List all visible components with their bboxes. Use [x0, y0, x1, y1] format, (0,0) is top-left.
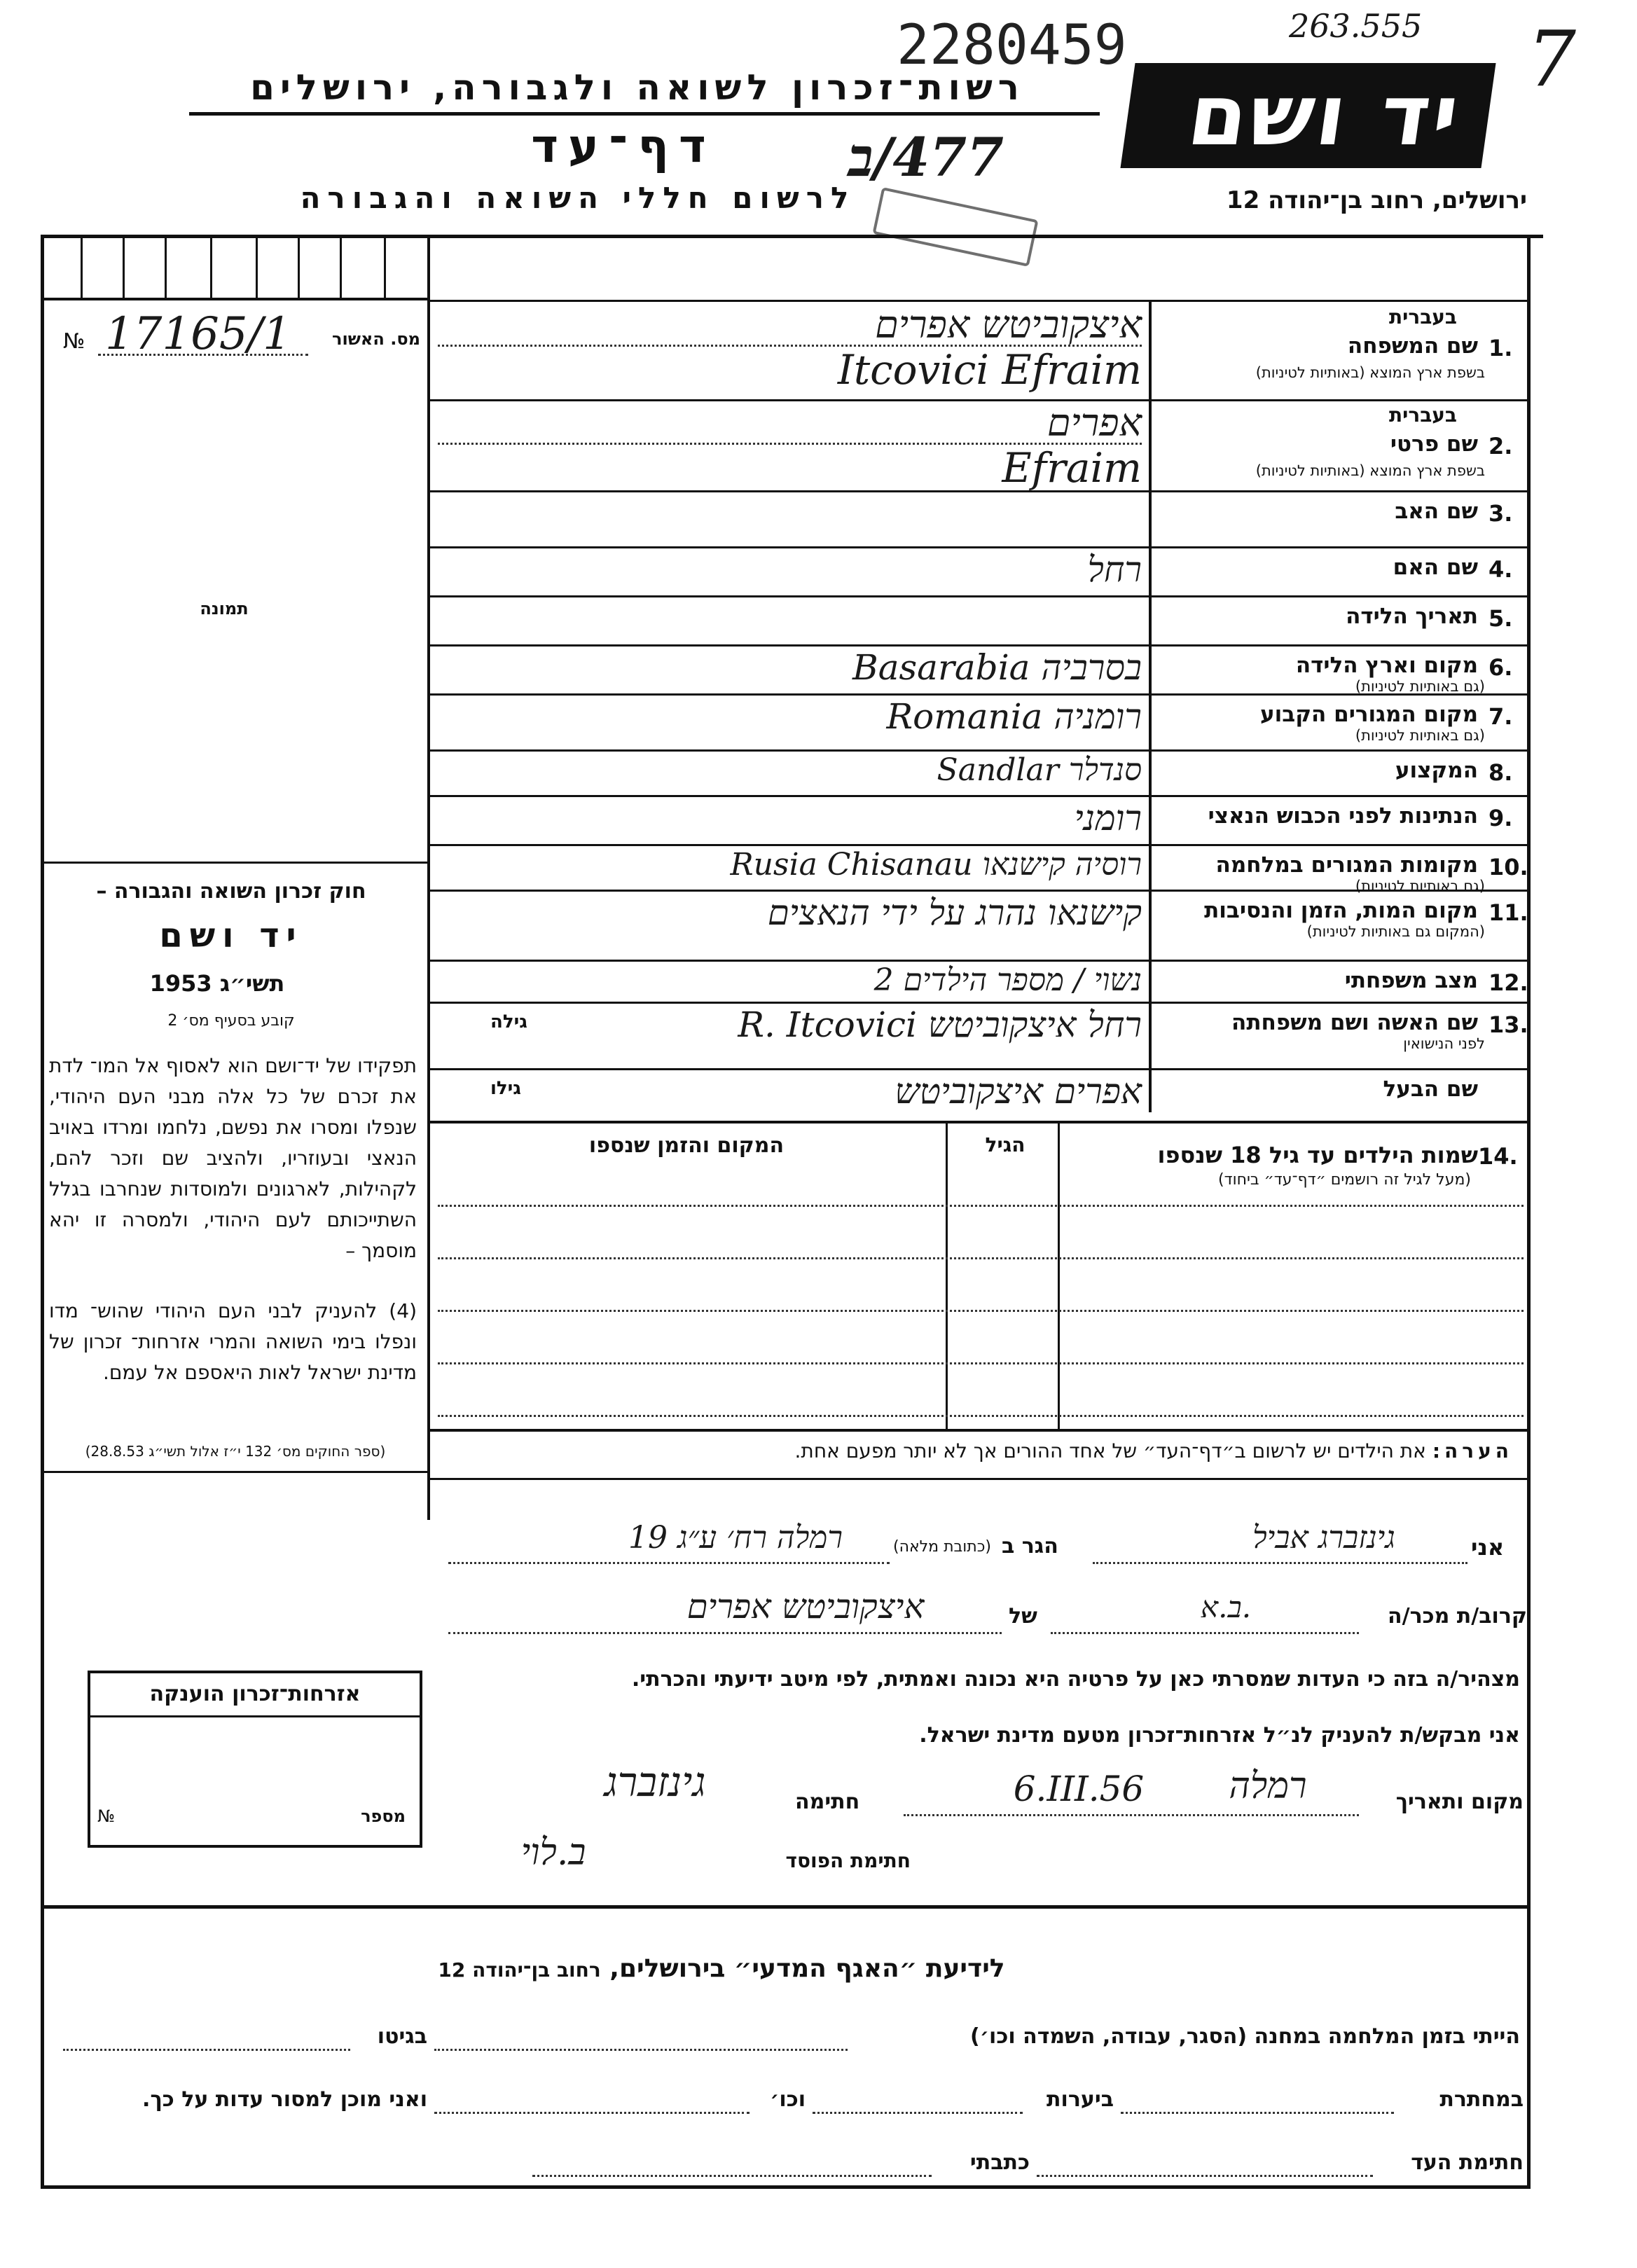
cell-divider: [384, 235, 386, 299]
note-label: הערה:: [1432, 1439, 1513, 1463]
field-value: אפרים איצקוביטש: [895, 1071, 1142, 1112]
bottom-line2-dots: [1121, 2112, 1394, 2114]
approval-number: 17165/1: [105, 308, 291, 360]
field-sub: בשפת ארץ המוצא (באותיות לטיניות): [1255, 462, 1485, 479]
frame-left: [41, 235, 44, 2189]
children-row: [438, 1257, 1524, 1259]
children-num: 14.: [1478, 1143, 1518, 1170]
decl-i-line: [1093, 1562, 1467, 1564]
decl-signature-value: גינזברג: [604, 1758, 706, 1806]
field-value-latin: Itcovici Efraim: [837, 346, 1142, 394]
cell-divider: [165, 235, 167, 299]
field-row-line: [430, 1002, 1530, 1004]
bottom-line2-dots3: [434, 2112, 750, 2114]
label-column-divider: [1149, 300, 1152, 1112]
field-value: רחל: [1087, 549, 1142, 590]
field-sub: (גם באותיות לטיניות): [1355, 878, 1485, 894]
decl-i-label: אני: [1471, 1534, 1505, 1561]
children-row: [438, 1310, 1524, 1312]
field-label: מצב משפחתי: [1344, 968, 1478, 993]
field-label: מקומות המגורים במלחמה: [1215, 852, 1478, 878]
field-sub: לפני הנישואין: [1403, 1035, 1485, 1052]
field-dots: [438, 345, 1142, 347]
field-row-line: [430, 546, 1530, 548]
field-label: שם פרטי: [1390, 431, 1478, 457]
field-number: 9.: [1489, 805, 1513, 831]
note-text: את הילדים יש לרשום ב״דף־העד״ של אחד ההורים אך לא יותר מפעם אחת.: [794, 1439, 1426, 1463]
bottom-line2-a: במחתרת: [1439, 2087, 1524, 2112]
frame-right: [1527, 235, 1531, 2189]
cell-divider: [340, 235, 342, 299]
citizenship-rule: [90, 1715, 420, 1717]
institution-line: רשות־זכרון לשואה ולגבורה, ירושלים: [250, 67, 1025, 108]
decl-resides-line: [448, 1562, 890, 1564]
field-age-label: גילה: [490, 1011, 527, 1032]
field-number: 1.: [1489, 335, 1513, 361]
children-row: [438, 1205, 1524, 1207]
decl-i-value: גינזברג אביל: [1252, 1520, 1395, 1556]
bottom-line1-a: הייתי בזמן המלחמה במחנה (הסגר, עבודה, השמדה וכו׳): [970, 2024, 1520, 2049]
bottom-line1-dots: [434, 2049, 848, 2051]
decl-relative-line: [1051, 1632, 1359, 1634]
form-subtitle: לרשום חללי השואה והגבורה: [300, 181, 856, 215]
field-row-line: [430, 1068, 1530, 1070]
field-age-label: גילו: [490, 1078, 521, 1099]
children-col-age: הגיל: [985, 1133, 1025, 1156]
law-bottom: [41, 1471, 430, 1473]
note-bottom: [430, 1478, 1530, 1480]
field-label: מקום וארץ הלידה: [1295, 653, 1478, 678]
left-panel-divider: [427, 235, 430, 1520]
law-year-heb: תשי״ג: [219, 970, 285, 997]
decl-official-sig-label: חתימת הפוסד: [785, 1849, 911, 1872]
citizenship-title: אזרחות־זכרון הוענקה: [149, 1682, 361, 1706]
children-row: [438, 1415, 1524, 1417]
grid-top: [430, 300, 1530, 302]
bottom-line1-b: בגיטו: [377, 2024, 427, 2049]
frame-bottom: [41, 2185, 1531, 2189]
law-text-2: (4) להעניק לבני העם היהודי שהוש־ מדו ונפלו בימי השואה והמרי אזרחות־ זכרון של מדינת ישראל לאות היאספם אל עמם.: [49, 1299, 417, 1384]
law-name: יד ושם: [159, 916, 303, 955]
address: ירושלים, רחוב בן־יהודה 12: [1226, 186, 1527, 214]
decl-request: אני מבקש/ת להעניק לנ״ל אזרחות־זכרון מטעם מדינת ישראל.: [919, 1723, 1520, 1748]
law-clause: קובע בסעיף מס׳ 2: [167, 1012, 295, 1030]
decl-of-line: [448, 1632, 1002, 1634]
children-col-1: [946, 1121, 948, 1429]
approval-label: מס. האשור: [332, 329, 420, 349]
field-value-hebrew: איצקוביטש אפרים: [875, 303, 1142, 347]
bottom-to: [280, 1954, 1163, 1983]
field-value: רומניה Romania: [886, 696, 1142, 737]
field-row-line: [430, 844, 1530, 846]
field-number: 7.: [1489, 703, 1513, 730]
field-value-latin: Efraim: [1002, 444, 1142, 492]
photo-label: תמונה: [200, 599, 249, 618]
field-number: 8.: [1489, 759, 1513, 786]
corner-number: 263.555: [1289, 7, 1423, 45]
bottom-line3-dots: [1037, 2175, 1373, 2177]
field-label: מקום המות, הזמן והנסיבות: [1204, 898, 1478, 923]
decl-of-label: של: [1009, 1604, 1037, 1629]
field-value: רחל איצקוביטש R. Itcovici: [738, 1004, 1142, 1045]
field-value: רוסיה קישנאו Rusia Chisanau: [730, 847, 1142, 883]
field-number: 13.: [1489, 1011, 1528, 1038]
field-label: שם האב: [1395, 499, 1478, 524]
field-sub: (גם באותיות לטיניות): [1355, 727, 1485, 744]
field-sub: (גם באותיות לטיניות): [1355, 678, 1485, 695]
decl-resides-sub: (כתובת מלאה): [893, 1538, 991, 1556]
decl-statement: מצהיר/ה בזה כי העדות שמסרתי כאן על פרטיה היא נכונה ואמתית, לפי מיטב ידיעתי והכרתי.: [631, 1667, 1520, 1692]
field-label: הנתינות לפני הכבוש הנאצי: [1208, 803, 1478, 829]
yad-vashem-logo: [1120, 63, 1496, 168]
field-label: שם הבעל: [1383, 1077, 1478, 1102]
field-number: 11.: [1489, 899, 1528, 926]
decl-signature-label: חתימה: [795, 1790, 860, 1814]
field-number: 5.: [1489, 605, 1513, 632]
bottom-line2-b: ביערות: [1047, 2087, 1114, 2112]
decl-date-value: 6.III.56: [1013, 1769, 1145, 1809]
field-value: קישנאו נהרג על ידי הנאצים: [767, 892, 1142, 933]
decl-relative-value: ב.א.: [1200, 1590, 1252, 1624]
bottom-line2-d: ואני מוכן למסור עדות על כך.: [142, 2087, 427, 2112]
decl-of-value: איצקוביטש אפרים: [686, 1587, 925, 1626]
bottom-line1-dots2: [63, 2049, 350, 2051]
cells-bottom: [41, 298, 430, 300]
children-top: [430, 1121, 1530, 1123]
field-row-line: [430, 795, 1530, 797]
field-number: 2.: [1489, 433, 1513, 459]
decl-place-value: רמלה: [1229, 1765, 1307, 1807]
children-row: [438, 1362, 1524, 1364]
decl-official-sig-value: ב.לוי: [520, 1832, 586, 1874]
citizenship-number-label: מספר: [361, 1806, 406, 1826]
header-rule: [189, 112, 1100, 116]
citizenship-number-prefix: №: [97, 1806, 115, 1826]
field-sub: (המקום גם באותיות לטיניות): [1306, 923, 1485, 940]
bottom-line2-dots2: [813, 2112, 1023, 2114]
field-label: שם האם: [1393, 555, 1478, 580]
field-hebrew-sub: בעברית: [1388, 403, 1457, 427]
field-number: 3.: [1489, 500, 1513, 527]
decl-resides-label: הגר ב: [1002, 1534, 1058, 1558]
decl-resides-value: רמלה רח׳ ע״ג 19: [628, 1520, 843, 1556]
field-number: 10.: [1489, 854, 1528, 880]
field-label: המקצוע: [1395, 758, 1478, 783]
field-number: 12.: [1489, 969, 1528, 996]
field-sub: בשפת ארץ המוצא (באותיות לטיניות): [1255, 364, 1485, 381]
field-value: נשוי / מספר הילדים 2: [873, 962, 1142, 998]
decl-place-date-label: מקום ותאריך: [1395, 1790, 1524, 1814]
field-value: בסרביה Basarabia: [852, 647, 1142, 688]
form-title: דף־עד: [531, 119, 716, 173]
bottom-line3-a: חתימת העד: [1411, 2150, 1524, 2175]
field-number: 4.: [1489, 556, 1513, 583]
field-value-hebrew: אפרים: [1047, 401, 1142, 445]
field-value: סנדלר Sandlar: [937, 752, 1142, 788]
field-row-line: [430, 595, 1530, 597]
law-reference: (ספר החוקים מס׳ 132 י״ז אלול תשי״ג 28.8.53): [85, 1443, 386, 1460]
law-title: חוק זכרון השואה והגבורה –: [96, 879, 366, 904]
frame-top: [41, 235, 1543, 238]
children-col-place: המקום והזמן שנספו: [588, 1133, 785, 1158]
cell-divider: [256, 235, 258, 299]
field-number: 6.: [1489, 654, 1513, 681]
cell-divider: [123, 235, 125, 299]
bottom-line2-c: וכו׳: [770, 2087, 806, 2112]
cell-divider: [210, 235, 212, 299]
corner-mark: 7: [1527, 14, 1576, 104]
law-text-1: תפקידו של יד־ושם הוא לאסוף אל המו־ לדת את זכרם של כל אלה מבני העם היהודי, שנפלו ומסרו את נפשם, נלחמו ומרדו באויב הנאצי ובעוזריו, ולהציב שם וזכר להם, לקהילות, לארגונים ולמוסדות שנחרבו בגלל השתייכותם לעם היהודי, ולמסרה זו יהא מוסמך –: [49, 1054, 417, 1262]
law-divider: [41, 862, 430, 864]
law-year-greg: 1953: [149, 970, 212, 997]
children-bottom: [430, 1429, 1530, 1432]
children-label: שמות הילדים עד גיל 18 שנספו: [1157, 1142, 1478, 1168]
field-label: שם האשה ושם משפחתה: [1231, 1010, 1478, 1035]
approval-line: [98, 354, 308, 356]
bottom-to-address: רחוב בן־יהודה 12: [438, 1958, 601, 1982]
field-row-line: [430, 644, 1530, 646]
field-label: תאריך הלידה: [1346, 604, 1478, 629]
field-row-line: [430, 960, 1530, 962]
field-dots: [438, 443, 1142, 445]
note: [448, 1439, 1513, 1463]
bottom-to-label: לידיעת ״האגף המדעי״ בירושלים,: [609, 1954, 1005, 1983]
children-sub: (מעל לגיל זה רושמים ״דף־עד״ ביחוד): [1218, 1171, 1471, 1189]
cell-divider: [298, 235, 300, 299]
decl-relative-label: קרוב/ת מכר/ה: [1388, 1604, 1527, 1629]
bottom-divider: [41, 1905, 1531, 1909]
logo-text: יד ושם: [1182, 67, 1467, 165]
stamp-mark: 477/ב: [848, 126, 1004, 188]
field-hebrew-sub: בעברית: [1388, 305, 1457, 329]
cell-divider: [81, 235, 83, 299]
archive-number: 2280459: [897, 14, 1127, 77]
field-row-line: [430, 749, 1530, 752]
field-label: מקום המגורים הקבוע: [1260, 702, 1478, 727]
received-stamp: [872, 187, 1038, 267]
children-col-2: [1058, 1121, 1060, 1429]
approval-prefix: №: [63, 329, 85, 354]
citizenship-box: [88, 1671, 422, 1848]
law-year: [49, 970, 413, 997]
bottom-line3-b: כתבתי: [969, 2150, 1030, 2175]
field-label: שם המשפחה: [1347, 333, 1478, 359]
bottom-line3-dots2: [532, 2175, 932, 2177]
decl-place-line: [904, 1814, 1359, 1816]
field-value: רומני: [1074, 798, 1142, 838]
